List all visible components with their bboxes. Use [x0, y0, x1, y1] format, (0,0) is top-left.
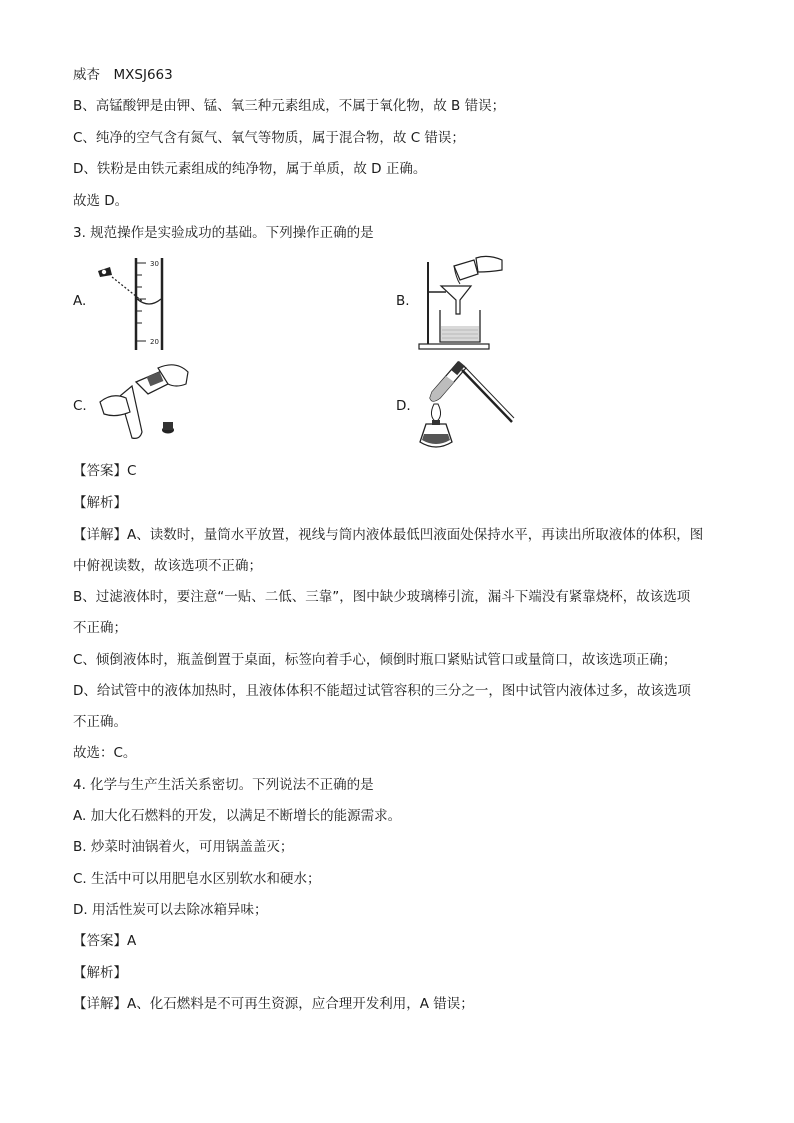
q3-conclusion: 故选：C。: [73, 745, 137, 761]
q4-detail-line: 【详解】A、化石燃料是不可再生资源，应合理开发利用，A 错误；: [73, 996, 474, 1012]
q4-option-b: B. 炒菜时油锅着火，可用锅盖盖灭；: [73, 839, 294, 855]
q3-analysis-heading: 【解析】: [73, 495, 127, 511]
q4-analysis-heading: 【解析】: [73, 965, 127, 981]
q3-stem: 3. 规范操作是实验成功的基础。下列操作正确的是: [73, 225, 374, 241]
q3-option-a-label: A.: [73, 293, 87, 309]
q3-detail-line: D、给试管中的液体加热时，且液体体积不能超过试管容积的三分之一，图中试管内液体过多，故该选项: [73, 683, 691, 699]
q2-line-b: B、高锰酸钾是由钾、锰、氧三种元素组成，不属于氧化物，故 B 错误；: [73, 98, 506, 114]
q4-option-a: A. 加大化石燃料的开发，以满足不断增长的能源需求。: [73, 808, 402, 824]
header-text: 威杏 MXSJ663: [73, 67, 173, 83]
q4-option-d: D. 用活性炭可以去除冰箱异味；: [73, 902, 268, 918]
hand-icon: [100, 396, 130, 416]
q4-option-c: C. 生活中可以用肥皂水区别软水和硬水；: [73, 871, 321, 887]
q3-detail-line: 不正确。: [73, 714, 127, 730]
q3-detail-line: 不正确；: [73, 620, 127, 636]
q3-option-c-label: C.: [73, 398, 87, 414]
q3-option-d-label: D.: [396, 398, 411, 414]
q3-detail-line: C、倾倒液体时，瓶盖倒置于桌面，标签向着手心，倾倒时瓶口紧贴试管口或量筒口，故该选项正确；: [73, 652, 677, 668]
svg-text:20: 20: [150, 338, 159, 346]
q4-answer: 【答案】A: [73, 933, 137, 949]
q2-line-c: C、纯净的空气含有氮气、氧气等物质，属于混合物，故 C 错误；: [73, 130, 465, 146]
heating-figure: [418, 356, 518, 456]
q3-option-b-label: B.: [396, 293, 410, 309]
q3-answer: 【答案】C: [73, 463, 137, 479]
q3-detail-line: 中俯视读数，故该选项不正确；: [73, 558, 262, 574]
pouring-figure: [96, 362, 191, 442]
hand-icon: [476, 256, 502, 272]
q3-detail-line: 【详解】A、读数时，量筒水平放置，视线与筒内液体最低凹液面处保持水平，再读出所取液体的体积，图: [73, 527, 704, 543]
q3-detail-line: B、过滤液体时，要注意“一贴、二低、三靠”，图中缺少玻璃棒引流，漏斗下端没有紧靠烧杯，故该选项: [73, 589, 691, 605]
q4-stem: 4. 化学与生产生活关系密切。下列说法不正确的是: [73, 777, 374, 793]
svg-text:30: 30: [150, 260, 159, 268]
filtration-figure: [416, 252, 506, 352]
cylinder-reading-figure: [92, 253, 172, 353]
q2-line-d: D、铁粉是由铁元素组成的纯净物，属于单质，故 D 正确。: [73, 161, 427, 177]
q2-conclusion: 故选 D。: [73, 193, 129, 209]
